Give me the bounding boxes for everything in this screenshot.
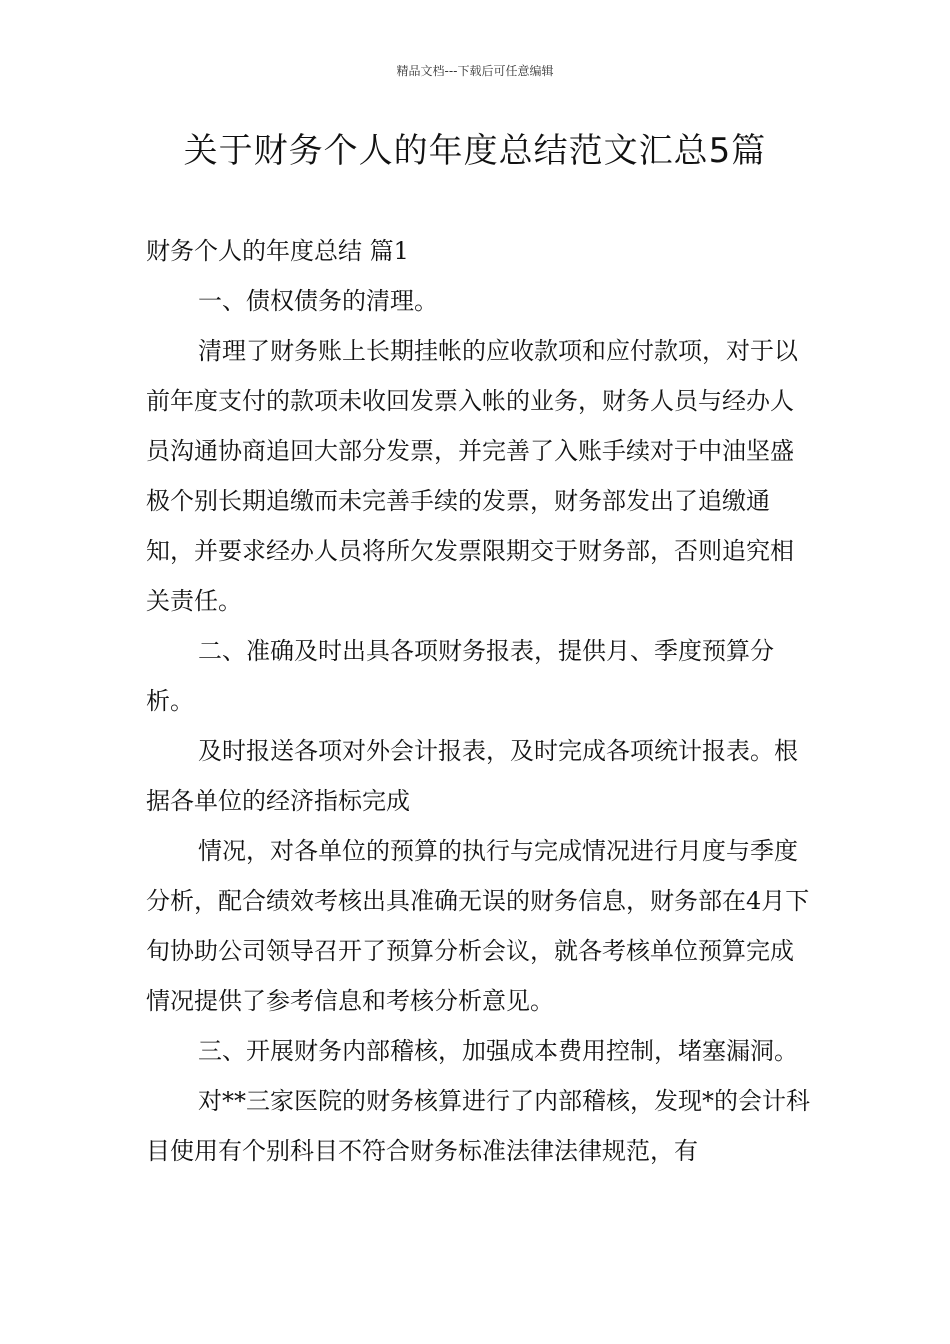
paragraph-reports-body-1: 及时报送各项对外会计报表，及时完成各项统计报表。根据各单位的经济指标完成 — [146, 737, 798, 815]
document-body — [146, 276, 816, 1176]
paragraph-debt-body: 清理了财务账上长期挂帐的应收款项和应付款项，对于以前年度支付的款项未收回发票入帐的业务，财务人员与经办人员沟通协商追回大部分发票，并完善了入账手续对于中油坚盛极个别长期追缴而未完善手续的发票，财务部发出了追缴通知，并要求经办人员将所欠发票限期交于财务部，否则追究相关责任。 — [146, 337, 798, 615]
paragraph-reports-body-2: 情况，对各单位的预算的执行与完成情况进行月度与季度分析，配合绩效考核出具准确无误的财务信息，财务部在4月下旬协助公司领导召开了预算分析会议，就各考核单位预算完成情况提供了参考信息和考核分析意见。 — [146, 837, 810, 1015]
paragraph-reports-heading: 二、准确及时出具各项财务报表，提供月、季度预算分析。 — [146, 637, 774, 715]
paragraph-debt-heading: 一、债权债务的清理。 — [198, 287, 438, 315]
document-title: 关于财务个人的年度总结范文汇总5篇 — [183, 131, 767, 171]
section-heading: 财务个人的年度总结 篇1 — [146, 237, 409, 265]
page-header-watermark: 精品文档---下载后可任意编辑 — [396, 64, 554, 78]
paragraph-audit-heading: 三、开展财务内部稽核，加强成本费用控制，堵塞漏洞。 — [198, 1037, 798, 1065]
paragraph-audit-body: 对**三家医院的财务核算进行了内部稽核，发现*的会计科目使用有个别科目不符合财务标准法律法律规范，有 — [146, 1087, 810, 1165]
